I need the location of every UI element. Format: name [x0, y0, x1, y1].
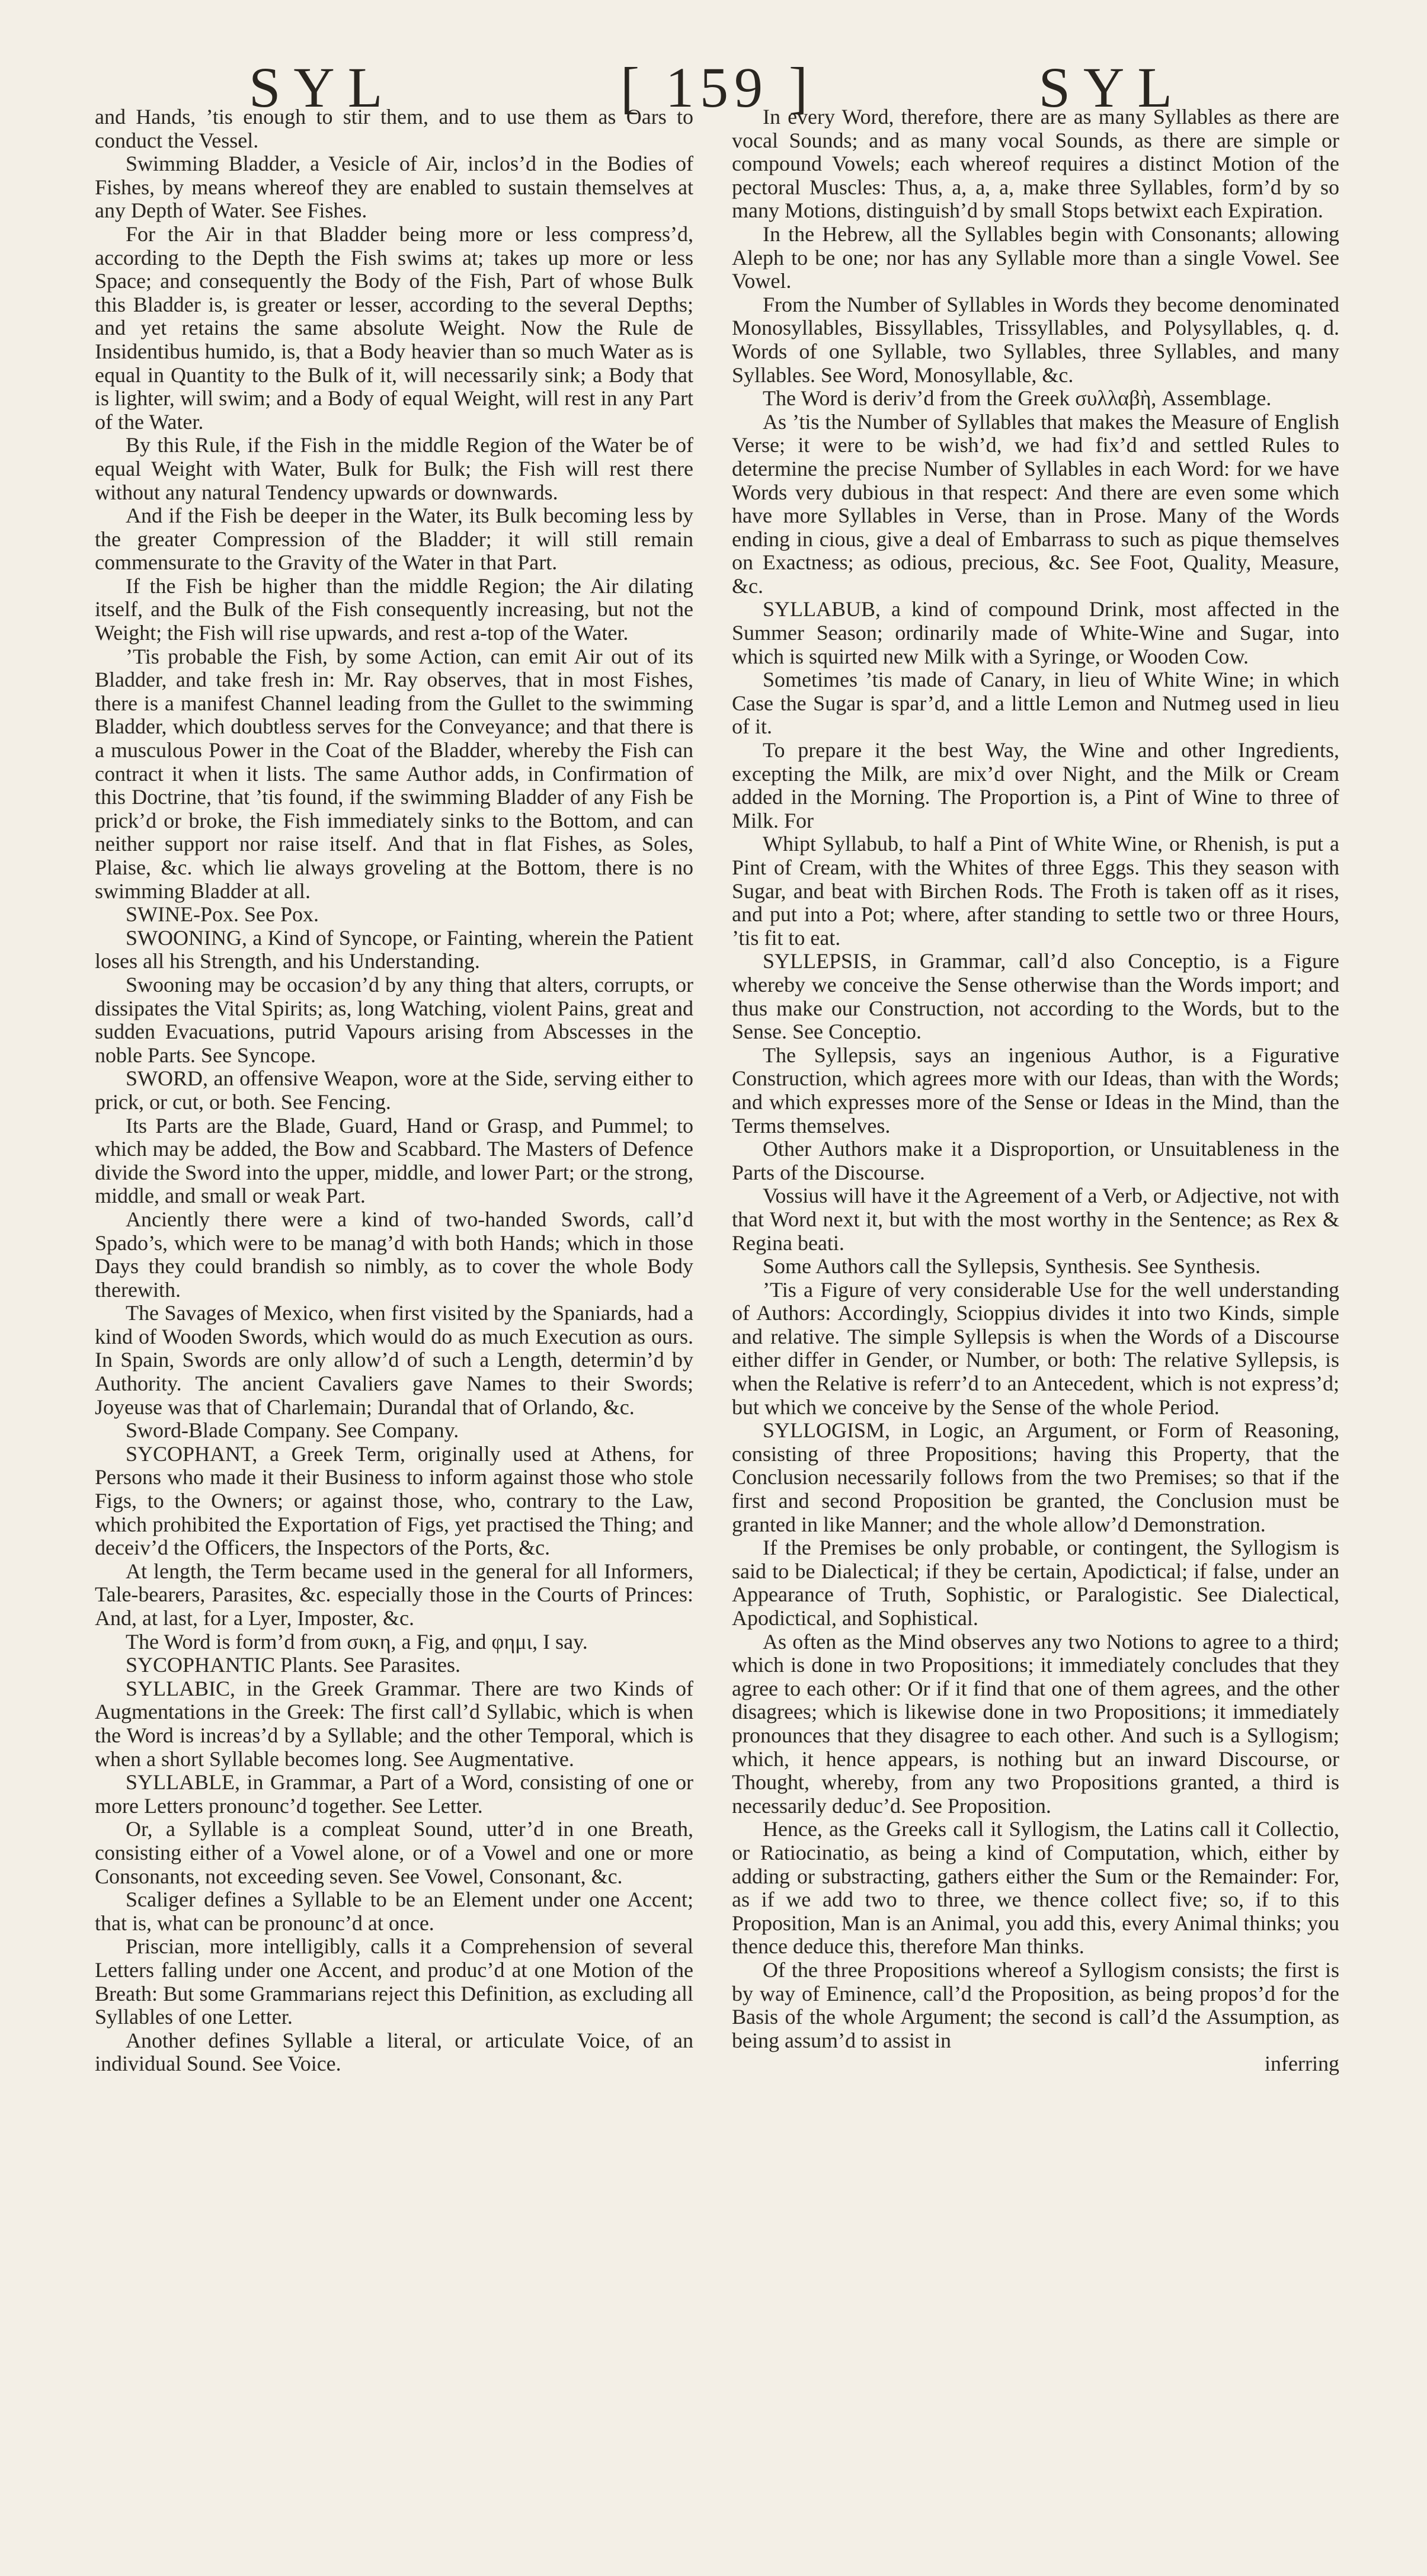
paragraph: Or, a Syllable is a compleat Sound, utter’d in one Breath, consisting either of a Vowel alone, or of a Vowel and one or more Consonants, not exceeding seven. See Vowel, Consonant, &c.	[95, 1817, 693, 1888]
paragraph: Whipt Syllabub, to half a Pint of White Wine, or Rhenish, is put a Pint of Cream, with the Whites of three Eggs. This they season with Sugar, and beat with Birchen Rods. The Froth is taken off as it rises, and put into a Pot; where, after standing to settle two or three Hours, ’tis fit to eat.	[732, 832, 1339, 950]
paragraph: Vossius will have it the Agreement of a Verb, or Adjective, not with that Word next it, but with the most worthy in the Sentence; as Rex & Regina beati.	[732, 1184, 1339, 1255]
paragraph: In the Hebrew, all the Syllables begin with Consonants; allowing Aleph to be one; nor has any Syllable more than a single Vowel. See Vowel.	[732, 222, 1339, 293]
paragraph: Priscian, more intelligibly, calls it a Comprehension of several Letters falling under one Accent, and produc’d at one Motion of the Breath: But some Grammarians reject this Definition, as excluding all Syllables of one Letter.	[95, 1934, 693, 2029]
header-right-word: SYL	[1038, 55, 1185, 119]
paragraph: Another defines Syllable a literal, or articulate Voice, of an individual Sound. See Voice.	[95, 2028, 693, 2076]
paragraph: As ’tis the Number of Syllables that makes the Measure of English Verse; it were to be wish’d, we had fix’d and settled Rules to determine the precise Number of Syllables in each Word: for we have Words very dubious in that respect: And there are even some which have more Syllables in Verse, than in Prose. Many of the Words ending in cious, give a deal of Embarrass to such as pique themselves on Exactness; as odious, precious, &c. See Foot, Quality, Measure, &c.	[732, 409, 1339, 598]
paragraph: The Word is deriv’d from the Greek συλλαβὴ, Assemblage.	[763, 386, 1272, 411]
paragraph: To prepare it the best Way, the Wine and other Ingredients, excepting the Milk, are mix’d over Night, and the Milk or Cream added in the Morning. The Proportion is, a Pint of Wine to three of Milk. For	[732, 738, 1339, 832]
paragraph: SYCOPHANT, a Greek Term, originally used at Athens, for Persons who made it their Business to inform against those who stole Figs, to the Owners; or against those, who, contrary to the Law, which prohibited the Exportation of Figs, yet practised the Thing; and deceiv’d the Officers, the Inspectors of the Ports, &c.	[95, 1441, 693, 1560]
paragraph: Sometimes ’tis made of Canary, in lieu of White Wine; in which Case the Sugar is spar’d, and a little Lemon and Nutmeg used in lieu of it.	[732, 668, 1339, 739]
paragraph: and Hands, ’tis enough to stir them, and to use them as Oars to conduct the Vessel.	[95, 105, 693, 152]
paragraph: For the Air in that Bladder being more or less compress’d, according to the Depth the Fish swims at; takes up more or less Space; and consequently the Body of the Fish, Part of whose Bulk this Bladder is, is greater or lesser, according to the several Depths; and yet retains the same absolute Weight. Now the Rule de Insidentibus humido, is, that a Body heavier than so much Water as is equal in Quantity to the Bulk of it, will necessarily sink; a Body that is lighter, will swim; and a Body of equal Weight, will rest in any Part of the Water.	[95, 222, 693, 434]
paragraph: SYCOPHANTIC Plants. See Parasites.	[126, 1653, 460, 1677]
paragraph: Sword-Blade Company. See Company.	[126, 1418, 459, 1443]
paragraph: If the Premises be only probable, or contingent, the Syllogism is said to be Dialectical; if they be certain, Apodictical; if false, under an Appearance of Truth, Sophistic, or Paralogistic. See Dialectical, Apodictical, and Sophistical.	[732, 1536, 1339, 1630]
paragraph: SYLLABUB, a kind of compound Drink, most affected in the Summer Season; ordinarily made of White-Wine and Sugar, into which is squirted new Milk with a Syringe, or Wooden Cow.	[732, 597, 1339, 668]
paragraph: Scaliger defines a Syllable to be an Element under one Accent; that is, what can be pronounc’d at once.	[95, 1888, 693, 1935]
right-column	[732, 105, 1339, 2076]
paragraph: Swimming Bladder, a Vesicle of Air, inclos’d in the Bodies of Fishes, by means whereof they are enabled to sustain themselves at any Depth of Water. See Fishes.	[95, 152, 693, 223]
paragraph: ’Tis a Figure of very considerable Use for the well understanding of Authors: Accordingly, Scioppius divides it into two Kinds, simple and relative. The simple Syllepsis is when the Words of a Discourse either differ in Gender, or Number, or both: The relative Syllepsis, is when the Relative is referr’d to an Antecedent, which is not express’d; but which we conceive by the Sense of the whole Period.	[732, 1277, 1339, 1419]
paragraph: ’Tis probable the Fish, by some Action, can emit Air out of its Bladder, and take fresh in: Mr. Ray observes, that in most Fishes, there is a manifest Channel leading from the Gullet to the swimming Bladder, which doubtless serves for the Conveyance; and that there is a musculous Power in the Coat of the Bladder, whereby the Fish can contract it when it lists. The same Author adds, in Confirmation of this Doctrine, that ’tis found, if the swimming Bladder of any Fish be prick’d or broke, the Fish immediately sinks to the Bottom, and can neither support nor raise itself. And that in flat Fishes, as Soles, Plaise, &c. which lie always groveling at the Bottom, there is no swimming Bladder at all.	[95, 644, 693, 903]
paragraph: The Syllepsis, says an ingenious Author, is a Figurative Construction, which agrees more with our Ideas, than with the Words; and which expresses more of the Sense or Ideas in the Mind, than the Terms themselves.	[732, 1043, 1339, 1138]
page-number: [ 159 ]	[620, 55, 814, 119]
paragraph: SYLLEPSIS, in Grammar, call’d also Conceptio, is a Figure whereby we conceive the Sense otherwise than the Words import; and thus make our Construction, not according to the Words, but to the Sense. See Conceptio.	[732, 949, 1339, 1044]
paragraph: SWOONING, a Kind of Syncope, or Fainting, wherein the Patient loses all his Strength, and his Understanding.	[95, 925, 693, 973]
paragraph: SWINE-Pox. See Pox.	[126, 902, 319, 927]
paragraph: The Word is form’d from συκη, a Fig, and φημι, I say.	[126, 1629, 588, 1654]
paragraph: The Savages of Mexico, when first visited by the Spaniards, had a kind of Wooden Swords, which would do as much Execution as ours. In Spain, Swords are only allow’d of such a Length, determin’d by Authority. The ancient Cavaliers gave Names to their Swords; Joyeuse was that of Charlemain; Durandal that of Orlando, &c.	[95, 1301, 693, 1419]
paragraph: Other Authors make it a Disproportion, or Unsuitableness in the Parts of the Discourse.	[732, 1137, 1339, 1184]
paragraph: SYLLOGISM, in Logic, an Argument, or Form of Reasoning, consisting of three Propositions; having this Property, that the Conclusion necessarily follows from the two Premises; so that if the first and second Proposition be granted, the Conclusion must be granted in like Manner; and the whole allow’d Demonstration.	[732, 1418, 1339, 1536]
paragraph: SYLLABIC, in the Greek Grammar. There are two Kinds of Augmentations in the Greek: The first call’d Syllabic, which is when the Word is increas’d by a Syllable; and the other Temporal, which is when a short Syllable becomes long. See Augmentative.	[95, 1676, 693, 1771]
paragraph: From the Number of Syllables in Words they become denominated Monosyllables, Bissyllables, Trissyllables, and Polysyllables, q. d. Words of one Syllable, two Syllables, three Syllables, and many Syllables. See Word, Monosyllable, &c.	[732, 292, 1339, 387]
catchword: inferring	[1265, 2052, 1339, 2076]
paragraph: In every Word, therefore, there are as many Syllables as there are vocal Sounds; and as many vocal Sounds, as there are simple or compound Vowels; each whereof requires a distinct Motion of the pectoral Muscles: Thus, a, a, a, make three Syllables, form’d by so many Motions, distinguish’d by small Stops betwixt each Expiration.	[732, 105, 1339, 223]
paragraph: Hence, as the Greeks call it Syllogism, the Latins call it Collectio, or Ratiocinatio, as being a kind of Computation, which, either by adding or substracting, gathers either the Sum or the Remainder: For, as if we add two to three, we thence collect five; so, if to this Proposition, Man is an Animal, you add this, every Animal thinks; you thence deduce this, therefore Man thinks.	[732, 1817, 1339, 1959]
paragraph: Its Parts are the Blade, Guard, Hand or Grasp, and Pummel; to which may be added, the Bow and Scabbard. The Masters of Defence divide the Sword into the upper, middle, and lower Part; or the strong, middle, and small or weak Part.	[95, 1113, 693, 1208]
paragraph: Of the three Propositions whereof a Syllogism consists; the first is by way of Eminence, call’d the Proposition, as being propos’d for the Basis of the whole Argument; the second is call’d the Assumption, as being assum’d to assist in	[732, 1957, 1339, 2052]
paragraph: As often as the Mind observes any two Notions to agree to a third; which is done in two Propositions; it immediately concludes that they agree to each other: Or if it find that one of them agrees, and the other disagrees; which is likewise done in two Propositions; it immediately pronounces that they disagree to each other. And such is a Syllogism; which, it hence appears, is nothing but an inward Discourse, or Thought, whereby, from any two Propositions granted, a third is necessarily deduc’d. See Proposition.	[732, 1629, 1339, 1818]
paragraph: By this Rule, if the Fish in the middle Region of the Water be of equal Weight with Water, Bulk for Bulk; the Fish will rest there without any natural Tendency upwards or downwards.	[95, 433, 693, 504]
paragraph: Anciently there were a kind of two-handed Swords, call’d Spado’s, which were to be manag’d with both Hands; which in those Days they could brandish so nimbly, as to cover the whole Body therewith.	[95, 1207, 693, 1302]
paragraph: At length, the Term became used in the general for all Informers, Tale-bearers, Parasites, &c. especially those in the Courts of Princes: And, at last, for a Lyer, Imposter, &c.	[95, 1559, 693, 1630]
paragraph: If the Fish be higher than the middle Region; the Air dilating itself, and the Bulk of the Fish consequently increasing, but not the Weight; the Fish will rise upwards, and rest a-top of the Water.	[95, 573, 693, 645]
paragraph: Some Authors call the Syllepsis, Synthesis. See Synthesis.	[763, 1254, 1261, 1279]
header-left-word: SYL	[249, 55, 396, 119]
paragraph: SYLLABLE, in Grammar, a Part of a Word, consisting of one or more Letters pronounc’d together. See Letter.	[95, 1770, 693, 1818]
paragraph: SWORD, an offensive Weapon, wore at the Side, serving either to prick, or cut, or both. See Fencing.	[95, 1066, 693, 1114]
left-column	[95, 105, 693, 2076]
paragraph: Swooning may be occasion’d by any thing that alters, corrupts, or dissipates the Vital Spirits; as, long Watching, violent Pains, great and sudden Evacuations, putrid Vapours arising from Abscesses in the noble Parts. See Syncope.	[95, 972, 693, 1067]
paragraph: And if the Fish be deeper in the Water, its Bulk becoming less by the greater Compression of the Bladder; it will still remain commensurate to the Gravity of the Water in that Part.	[95, 504, 693, 575]
